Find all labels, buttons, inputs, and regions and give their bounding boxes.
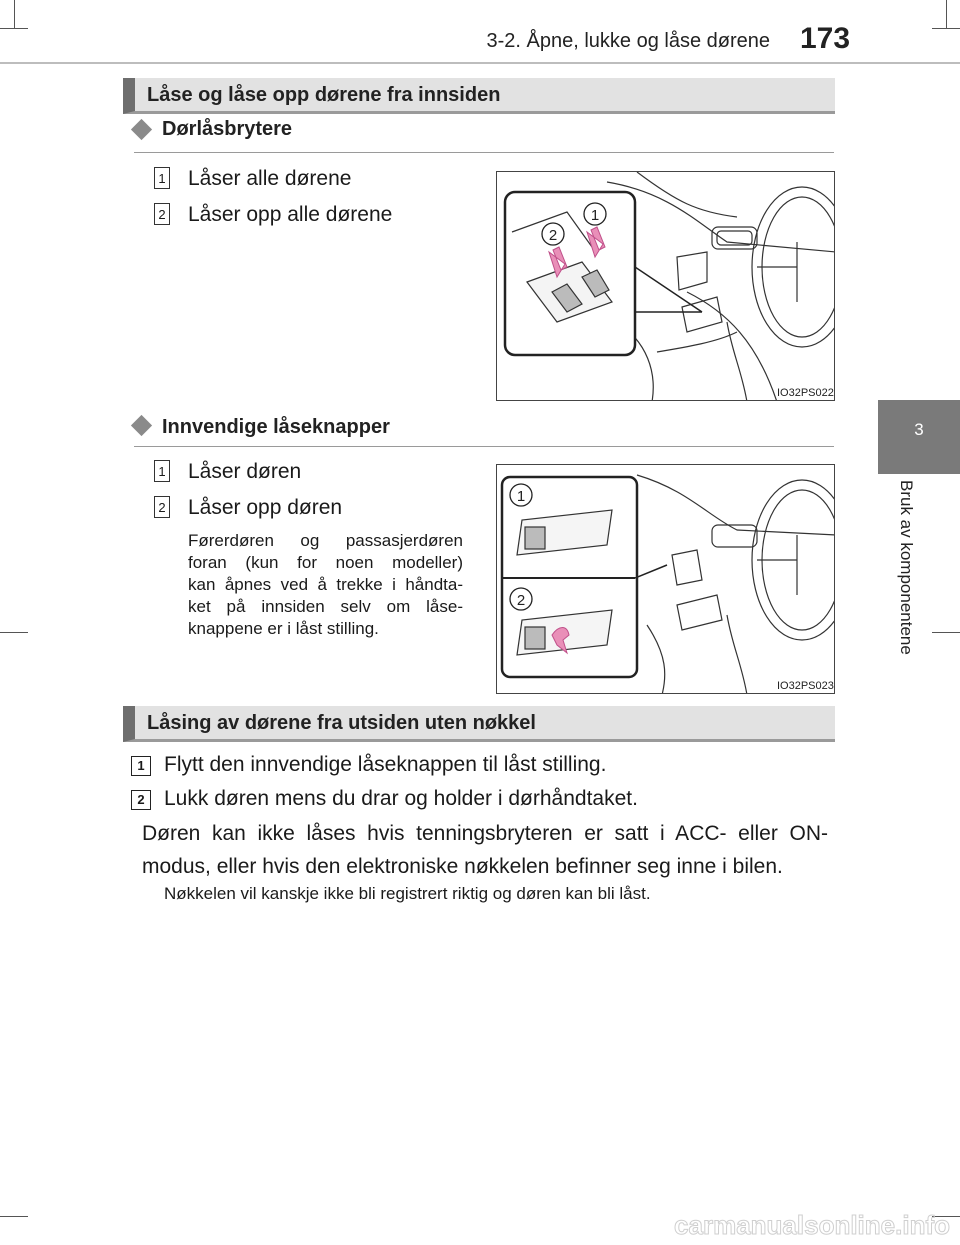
subheader: [134, 118, 834, 153]
running-header-title: 3-2. Åpne, lukke og låse dørene: [486, 30, 770, 52]
item-number: 1: [154, 167, 170, 189]
step-text: Flytt den innvendige låseknappen til låst stilling.: [164, 753, 607, 776]
subheader-title: Dørlåsbrytere: [162, 118, 293, 140]
crop-mark: [946, 0, 947, 28]
section-header: [123, 78, 835, 114]
crop-mark: [932, 28, 960, 29]
item-text: Låser opp døren: [188, 496, 343, 519]
crop-mark: [0, 28, 28, 29]
section-title: Låse og låse opp dørene fra innsiden: [147, 84, 501, 106]
body-paragraph: Døren kan ikke låses hvis tenningsbryteren er satt i ACC- eller ON- modus, eller hvis den elektroniske nøkkelen befinner seg inne i bilen.: [142, 822, 828, 878]
step-number: 2: [131, 790, 151, 810]
item-number: 2: [154, 203, 170, 225]
door-lock-switch-drawing: [497, 172, 835, 401]
item-number: 1: [154, 460, 170, 482]
svg-text:1: 1: [516, 488, 526, 505]
crop-mark: [0, 1216, 28, 1217]
diamond-bullet-icon: [131, 119, 152, 140]
note-text: Nøkkelen vil kanskje ikke bli registrert riktig og døren kan bli låst.: [164, 884, 651, 903]
svg-text:1: 1: [590, 207, 600, 224]
section-header: [123, 706, 835, 742]
watermark-logo: [590, 1208, 950, 1240]
watermark: [590, 1208, 950, 1240]
crop-mark: [14, 0, 15, 28]
door-lock-switch-illustration: [496, 171, 835, 401]
svg-text:2: 2: [516, 592, 526, 609]
page-number: 173: [800, 22, 851, 55]
diamond-bullet-icon: [131, 415, 152, 436]
svg-text:carmanualsonline.info: carmanualsonline.info: [674, 1210, 950, 1240]
figure-code: IO32PS022: [777, 387, 834, 399]
item-text: Låser opp alle dørene: [188, 203, 393, 226]
inner-lock-note: Førerdøren og passasjerdøren foran (kun for noen modeller) kan åpnes ved å trekke i håndta- ket på innsiden selv om låse- knappene er i låst stilling.: [188, 531, 463, 638]
figure-code: IO32PS023: [777, 680, 834, 692]
chapter-label: Bruk av komponentene: [897, 480, 916, 655]
inner-lock-button-drawing: [497, 465, 835, 694]
subheader: [134, 412, 834, 447]
svg-text:2: 2: [548, 227, 558, 244]
step-number: 1: [131, 756, 151, 776]
section-title: Låsing av dørene fra utsiden uten nøkkel: [147, 712, 536, 734]
item-text: Låser alle dørene: [188, 167, 352, 190]
item-text: Låser døren: [188, 460, 302, 483]
chapter-number: 3: [914, 420, 924, 439]
crop-mark: [0, 632, 28, 633]
inner-lock-button-illustration: [496, 464, 835, 694]
header-rule: [0, 62, 960, 64]
item-number: 2: [154, 496, 170, 518]
subheader-title: Innvendige låseknapper: [162, 416, 390, 438]
step-text: Lukk døren mens du drar og holder i dørhåndtaket.: [164, 787, 638, 810]
